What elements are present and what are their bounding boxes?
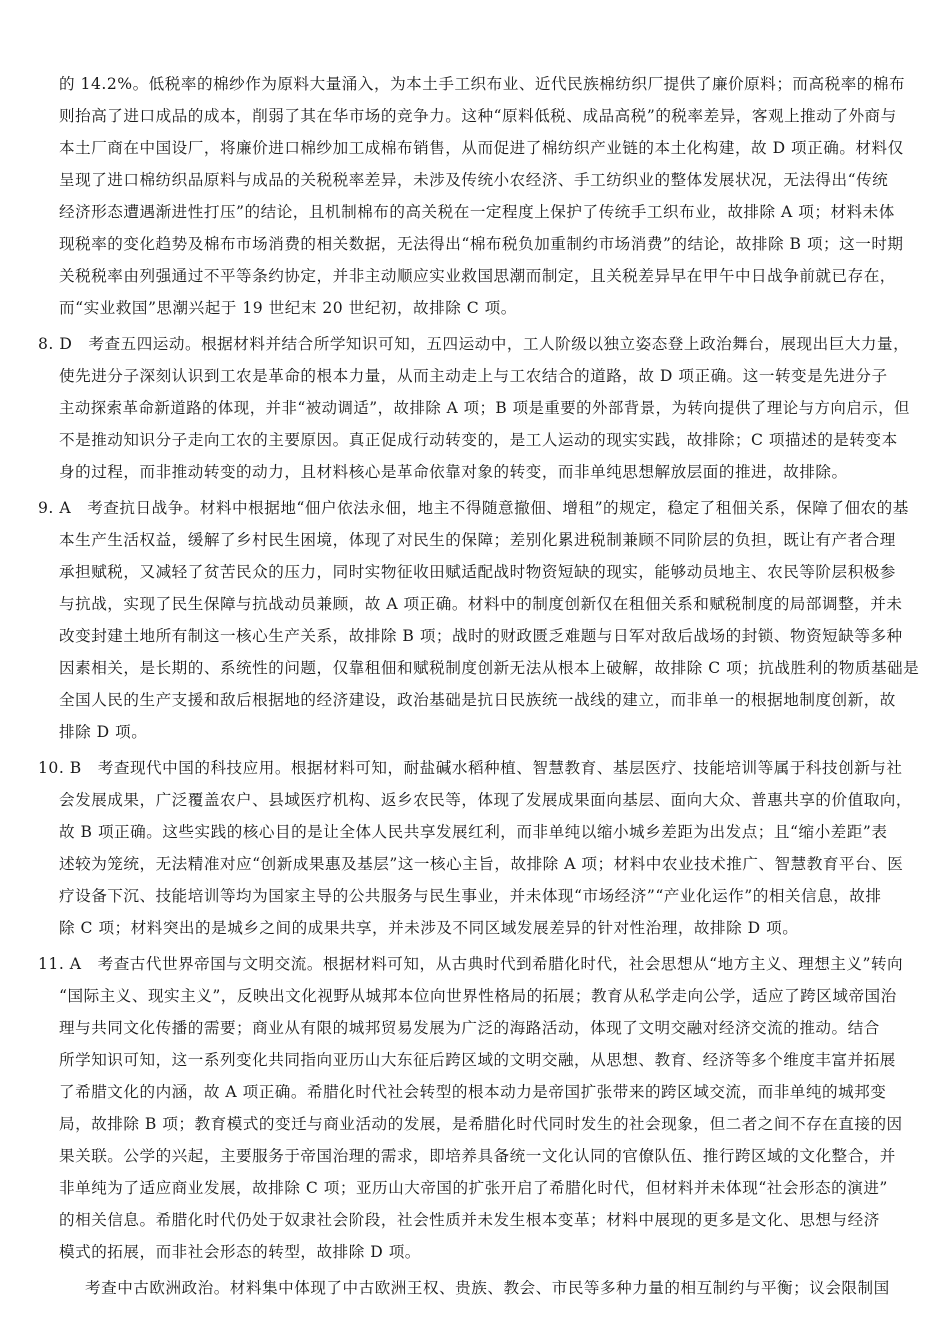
text-line: 不是推动知识分子走向工农的主要原因。真正促成行动转变的，是工人运动的现实实践，故排除；C 项描述的是转变本 [59, 431, 898, 449]
text-line: 现税率的变化趋势及棉布市场消费的相关数据，无法得出“棉布税负加重制约市场消费”的结论，故排除 B 项；这一时期 [59, 235, 904, 253]
text-line: 而“实业救国”思潮兴起于 19 世纪末 20 世纪初，故排除 C 项。 [59, 299, 517, 317]
text-line: 全国人民的生产支援和敌后根据地的经济建设，政治基础是抗日民族统一战线的建立，而非单一的根据地制度创新，故 [59, 691, 896, 709]
text-line: 除 C 项；材料突出的是城乡之间的成果共享，并未涉及不同区域发展差异的针对性治理，故排除 D 项。 [59, 919, 799, 937]
text-line: 使先进分子深刻认识到工农是革命的根本力量，从而主动走上与工农结合的道路，故 D 项正确。这一转变是先进分子 [59, 367, 888, 385]
text-line: 则抬高了进口成品的成本，削弱了其在华市场的竞争力。这种“原料低税、成品高税”的税率差异，客观上推动了外商与 [59, 107, 897, 125]
text-line: 的相关信息。希腊化时代仍处于奴隶社会阶段，社会性质并未发生根本变革；材料中展现的更多是文化、思想与经济 [59, 1211, 880, 1229]
text-line: 的 14.2%。低税率的棉纱作为原料大量涌入，为本土手工织布业、近代民族棉纺织厂提供了廉价原料；而高税率的棉布 [59, 75, 906, 93]
text-line: 主动探索革命新道路的体现，并非“被动调适”，故排除 A 项；B 项是重要的外部背景，为转向提供了理论与方向启示，但 [59, 399, 910, 417]
text-line: 承担赋税，又减轻了贫苦民众的压力，同时实物征收田赋适配战时物资短缺的现实，能够动员地主、农民等阶层积极参 [59, 563, 896, 581]
text-line: 疗设备下沉、技能培训等均为国家主导的公共服务与民生事业，并未体现“市场经济”“产业化运作”的相关信息，故排 [59, 887, 882, 905]
text-line: 非单纯为了适应商业发展，故排除 C 项；亚历山大帝国的扩张开启了希腊化时代，但材料并未体现“社会形态的演进” [59, 1179, 888, 1197]
text-line: 模式的拓展，而非社会形态的转型，故排除 D 项。 [59, 1243, 421, 1261]
text-line: 本土厂商在中国设厂，将廉价进口棉纱加工成棉布销售，从而促进了棉纺织产业链的本土化构建，故 D 项正确。材料仅 [59, 139, 904, 157]
text-line: 与抗战，实现了民生保障与抗战动员兼顾，故 A 项正确。材料中的制度创新仅在租佃关系和赋税制度的局部调整，并未 [59, 595, 903, 613]
text-line: 改变封建土地所有制这一核心生产关系，故排除 B 项；战时的财政匮乏难题与日军对敌后战场的封锁、物资短缺等多种 [59, 627, 903, 645]
text-line: 所学知识可知，这一系列变化共同指向亚历山大东征后跨区域的文明交融，从思想、教育、经济等多个维度丰富并拓展 [59, 1051, 896, 1069]
text-line: 本生产生活权益，缓解了乡村民生困境，体现了对民生的保障；差别化累进税制兼顾不同阶层的负担，既让有产者合理 [59, 531, 896, 549]
text-line: “国际主义、现实主义”，反映出文化视野从城邦本位向世界性格局的拓展；教育从私学走向公学，适应了跨区域帝国治 [59, 987, 897, 1005]
text-line: 身的过程，而非推动转变的动力，且材料核心是革命依靠对象的转变，而非单纯思想解放层面的推进，故排除。 [59, 463, 848, 481]
text-line: 呈现了进口棉纺织品原料与成品的关税税率差异，未涉及传统小农经济、手工纺织业的整体发展状况，无法得出“传统 [59, 171, 889, 189]
text-line: 理与共同文化传播的需要；商业从有限的城邦贸易发展为广泛的海路活动，体现了文明交融对经济交流的推动。结合 [59, 1019, 880, 1037]
text-line: 果关联。公学的兴起，主要服务于帝国治理的需求，即培养具备统一文化认同的官僚队伍、推行跨区域的文化整合，并 [59, 1147, 896, 1165]
text-line: 关税税率由列强通过不平等条约协定，并非主动顺应实业救国思潮而制定，且关税差异早在甲午中日战争前就已存在， [59, 267, 896, 285]
text-line: 8. D 考查五四运动。根据材料并结合所学知识可知，五四运动中，工人阶级以独立姿态登上政治舞台，展现出巨大力量， [38, 335, 910, 353]
text-line: 因素相关，是长期的、系统性的问题，仅靠租佃和赋税制度创新无法从根本上破解，故排除 C 项；抗战胜利的物质基础是 [59, 659, 920, 677]
text-line: 局，故排除 B 项；教育模式的变迁与商业活动的发展，是希腊化时代同时发生的社会现象，但二者之间不存在直接的因 [59, 1115, 903, 1133]
text-line: 会发展成果，广泛覆盖农户、县域医疗机构、返乡农民等，体现了发展成果面向基层、面向大众、普惠共享的价值取向， [59, 791, 912, 809]
text-line: 11. A 考查古代世界帝国与文明交流。根据材料可知，从古典时代到希腊化时代，社会思想从“地方主义、理想主义”转向 [38, 955, 904, 973]
text-line: 9. A 考查抗日战争。材料中根据地“佃户依法永佃，地主不得随意撤佃、增租”的规定，稳定了租佃关系，保障了佃农的基 [38, 499, 909, 517]
text-line: 经济形态遭遇渐进性打压”的结论，且机制棉布的高关税在一定程度上保护了传统手工织布业，故排除 A 项；材料未体 [59, 203, 895, 221]
text-line: 述较为笼统，无法精准对应“创新成果惠及基层”这一核心主旨，故排除 A 项；材料中农业技术推广、智慧教育平台、医 [59, 855, 904, 873]
text-line: 考查中古欧洲政治。材料集中体现了中古欧洲王权、贵族、教会、市民等多种力量的相互制约与平衡；议会限制国 [85, 1279, 890, 1297]
text-line: 排除 D 项。 [59, 723, 148, 741]
text-line: 故 B 项正确。这些实践的核心目的是让全体人民共享发展红利，而非单纯以缩小城乡差距为出发点；且“缩小差距”表 [59, 823, 888, 841]
text-line: 了希腊文化的内涵，故 A 项正确。希腊化时代社会转型的根本动力是帝国扩张带来的跨区域交流，而非单纯的城邦变 [59, 1083, 887, 1101]
text-line: 10. B 考查现代中国的科技应用。根据材料可知，耐盐碱水稻种植、智慧教育、基层医疗、技能培训等属于科技创新与社 [38, 759, 903, 777]
